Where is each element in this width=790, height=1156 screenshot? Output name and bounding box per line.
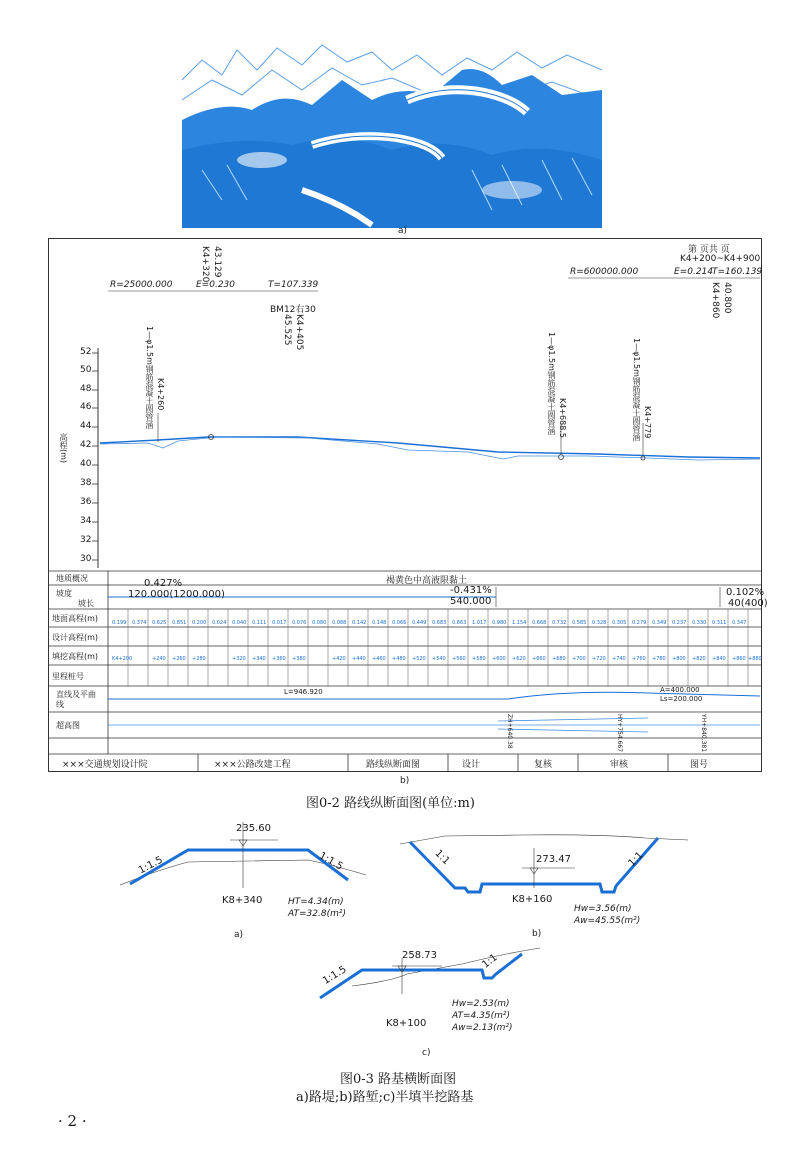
svg-text:0.199: 0.199 [112,620,127,626]
svg-text:+800: +800 [672,656,686,662]
svg-text:0.585: 0.585 [572,620,587,626]
sheet-number: 第 页共 页 [688,245,730,255]
length-2: 540.000 [450,596,492,607]
svg-text:0.111: 0.111 [252,620,267,626]
grade-2: -0.431% [450,585,492,596]
section-c-slope-left: 1:1.5 [321,964,349,987]
svg-text:+740: +740 [612,656,626,662]
svg-text:+480: +480 [392,656,406,662]
section-a-height: HT=4.34(m) [288,897,344,907]
svg-text:+660: +660 [532,656,546,662]
svg-text:0.980: 0.980 [492,620,507,626]
svg-text:+440: +440 [352,656,366,662]
svg-text:+540: +540 [432,656,446,662]
svg-text:0.142: 0.142 [352,620,367,626]
svg-text:+320: +320 [232,656,246,662]
section-b-elev: 273.47 [536,854,571,865]
cross-section-a [118,820,368,945]
fig03-subcaption: a)路堤;b)路堑;c)半填半挖路基 [296,1090,474,1105]
geology-label: 地质概况 [56,574,88,583]
svg-text:+420: +420 [332,656,346,662]
svg-text:1.017: 1.017 [472,620,487,626]
svg-text:K4+200: K4+200 [112,656,133,662]
svg-text:0.066: 0.066 [392,620,407,626]
curve1-tangent: T=107.339 [268,280,319,290]
y-tick: 52 [80,347,92,357]
section-b-slope-right: 1:1 [626,849,646,870]
svg-text:0.080: 0.080 [312,620,327,626]
svg-text:0.148: 0.148 [372,620,387,626]
svg-text:+720: +720 [592,656,606,662]
curve1-pvi-station: K4+320 [200,246,210,283]
svg-text:0.330: 0.330 [692,620,707,626]
svg-text:0.347: 0.347 [732,620,747,626]
length-1: 120.000(1200.000) [128,589,225,600]
y-tick: 34 [80,516,92,526]
page-number: · 2 · [58,1112,87,1130]
svg-text:+260: +260 [172,656,186,662]
section-b-station: K8+160 [512,894,553,905]
curve1-radius: R=25000.000 [110,280,173,290]
svg-text:+520: +520 [412,656,426,662]
section-a-elev: 235.60 [236,823,271,834]
curve2-pvi-elev: 40.800 [722,282,732,314]
title-block-drawing-no: 图号 [690,760,709,770]
svg-text:+680: +680 [552,656,566,662]
svg-text:0.683: 0.683 [432,620,447,626]
section-b-height: Hw=3.56(m) [574,904,632,914]
section-c-slope-right: 1:1 [480,952,500,971]
superelevation-s2: HY+754.667 [616,714,623,753]
y-tick: 50 [80,365,92,375]
cross-section-c [312,946,552,1066]
svg-text:+600: +600 [492,656,506,662]
svg-text:+340: +340 [252,656,266,662]
svg-text:+360: +360 [272,656,286,662]
svg-text:+580: +580 [472,656,486,662]
section-c-area-cut: Aw=2.13(m²) [452,1023,513,1033]
svg-text:0.851: 0.851 [172,620,187,626]
geology-text: 褐黄色中高液限黏土 [386,576,468,586]
svg-text:0.349: 0.349 [652,620,667,626]
curve2-radius: R=600000.000 [570,267,639,277]
curve2-external: E=0.214 [674,267,713,277]
row-label-design: 设计高程(m) [52,633,99,642]
grade-1: 0.427% [144,578,183,589]
culvert-2-desc: 1—φ1.5m钢筋混凝土圆管涵 [547,332,556,435]
station-range: K4+200~K4+900 [680,254,761,264]
svg-text:0.237: 0.237 [672,620,687,626]
curve2-tangent: T=160.139 [712,267,763,277]
svg-text:0.625: 0.625 [152,620,167,626]
svg-text:0.328: 0.328 [592,620,607,626]
svg-text:0.040: 0.040 [232,620,247,626]
svg-text:0.024: 0.024 [212,620,227,626]
slope-label: 坡度 [56,589,72,598]
section-c-label: c) [422,1048,431,1058]
svg-text:+880: +880 [748,656,762,662]
title-block-check: 复核 [534,760,553,770]
title-block-project: ×××公路改建工程 [214,760,291,770]
fig03-caption: 图0-3 路基横断面图 [340,1072,457,1087]
svg-text:0.668: 0.668 [532,620,547,626]
curve2-pvi-station: K4+860 [710,282,720,319]
slope-length-label: 坡长 [78,599,94,608]
profile-drawing [48,238,768,772]
svg-text:+700: +700 [572,656,586,662]
alignment-Ls: Ls=200.000 [660,695,703,703]
row-label-ground: 地面高程(m) [52,614,99,623]
title-block-drawing: 路线纵断面图 [366,760,421,770]
svg-text:0.863: 0.863 [452,620,467,626]
curve1-external: E=0.230 [196,280,235,290]
section-c-height: Hw=2.53(m) [452,999,510,1009]
fig-b-label: b) [400,776,410,786]
y-tick: 42 [80,440,92,450]
svg-text:0.732: 0.732 [552,620,567,626]
fig02-caption: 图0-2 路线纵断面图(单位:m) [306,796,475,811]
svg-text:+760: +760 [632,656,646,662]
title-block-design: 设计 [462,760,481,770]
fig-a-label: a) [398,226,408,236]
cross-section-b [400,830,690,945]
svg-text:+560: +560 [452,656,466,662]
superelevation-label: 超高图 [56,721,80,730]
culvert-2-station: K4+688.5 [558,398,567,438]
alignment-A: A=400.000 [660,686,700,694]
y-tick: 46 [80,402,92,412]
svg-text:1.154: 1.154 [512,620,527,626]
culvert-1-station: K4+260 [156,378,165,411]
section-a-slope-right: 1:1.5 [316,850,345,873]
row-label-cutfill: 填挖高程(m) [52,652,99,661]
svg-text:+780: +780 [652,656,666,662]
benchmark-elev: 45.525 [282,314,292,346]
culvert-1-desc: 1—φ1.5m钢筋混凝土圆管涵 [145,326,154,429]
mountain-road-illustration [182,40,602,228]
y-tick: 48 [80,384,92,394]
svg-text:0.279: 0.279 [632,620,647,626]
svg-text:0.076: 0.076 [292,620,307,626]
svg-text:+380: +380 [292,656,306,662]
svg-text:0.200: 0.200 [192,620,207,626]
y-tick: 32 [80,535,92,545]
y-tick: 30 [80,554,92,564]
superelevation-s1: ZH+640.38 [506,714,513,749]
svg-text:0.449: 0.449 [412,620,427,626]
section-c-area-fill: AT=4.35(m²) [452,1011,510,1021]
benchmark-station: K4+405 [294,314,304,351]
svg-text:+240: +240 [152,656,166,662]
section-a-slope-left: 1:1.5 [136,854,165,877]
section-b-area: Aw=45.55(m²) [574,916,641,926]
svg-text:+840: +840 [712,656,726,662]
title-block-review: 审核 [610,760,629,770]
culvert-3-station: K4+779 [643,406,652,439]
svg-text:+620: +620 [512,656,526,662]
svg-text:0.305: 0.305 [612,620,627,626]
svg-text:0.311: 0.311 [712,620,727,626]
svg-text:0.017: 0.017 [272,620,287,626]
grade-3: 0.102% [726,587,765,598]
y-tick: 40 [80,459,92,469]
benchmark-name: BM12右30 [270,305,316,315]
alignment-length: L=946.920 [284,688,323,696]
section-a-label: a) [234,930,244,940]
svg-text:0.088: 0.088 [332,620,347,626]
superelevation-s3: YH+840.381 [700,714,707,753]
section-c-elev: 258.73 [402,950,437,961]
title-block-institute: ×××交通规划设计院 [62,760,148,770]
y-tick: 36 [80,497,92,507]
section-c-station: K8+100 [386,1018,427,1029]
row-label-station: 里程桩号 [52,672,84,681]
alignment-label: 直线及平曲线 [56,690,96,709]
curve1-pvi-elev: 43.129 [212,246,222,278]
svg-text:+860: +860 [732,656,746,662]
svg-text:+460: +460 [372,656,386,662]
y-tick: 38 [80,478,92,488]
culvert-3-desc: 1—φ1.5m钢筋混凝土圆管涵 [632,338,641,441]
section-b-label: b) [532,929,542,939]
length-3: 40(400) [728,598,768,609]
y-axis-label: 高程(m) [59,433,68,464]
svg-text:+820: +820 [692,656,706,662]
section-b-slope-left: 1:1 [432,847,452,868]
y-tick: 44 [80,421,92,431]
section-a-area: AT=32.8(m²) [288,909,346,919]
section-a-station: K8+340 [222,895,263,906]
svg-text:+280: +280 [192,656,206,662]
svg-text:0.374: 0.374 [132,620,147,626]
